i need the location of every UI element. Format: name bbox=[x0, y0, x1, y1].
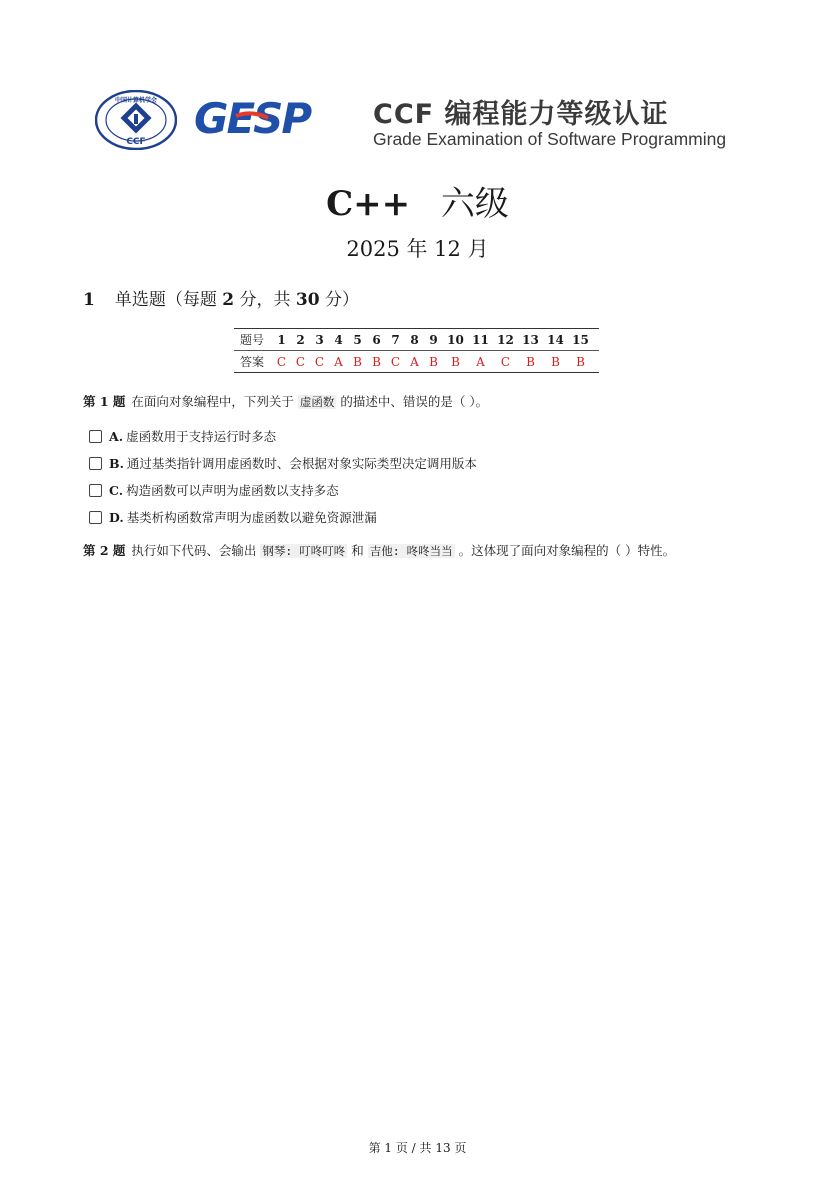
cert-subtitle: Grade Examination of Software Programming bbox=[373, 129, 727, 149]
option-c-letter: C. bbox=[109, 482, 124, 498]
exam-level: 六级 bbox=[440, 184, 509, 224]
page-footer: 第 1 页 / 共 13 页 bbox=[368, 1141, 467, 1155]
question-number-cell: 10 bbox=[443, 329, 468, 351]
exam-header bbox=[95, 90, 745, 152]
option-b-checkbox[interactable] bbox=[89, 457, 102, 470]
question-1-label: 第 1 题 bbox=[83, 394, 126, 409]
question-number-cell: 8 bbox=[405, 329, 424, 351]
question-2-label: 第 2 题 bbox=[83, 543, 126, 558]
answer-cell: C bbox=[276, 354, 287, 369]
section-heading bbox=[83, 285, 359, 310]
exam-date: 2025 年 12 月 bbox=[346, 237, 489, 261]
question-1-option-b[interactable] bbox=[89, 454, 477, 472]
question-1-option-c[interactable] bbox=[89, 481, 339, 499]
question-2-code-1: 钢琴: 叮咚叮咚 bbox=[262, 544, 346, 558]
option-c-checkbox[interactable] bbox=[89, 484, 102, 497]
option-b-letter: B. bbox=[109, 455, 124, 471]
section-end: 分） bbox=[324, 290, 359, 310]
answer-table-answer-label: 答案 bbox=[240, 355, 265, 369]
question-1-option-a[interactable] bbox=[89, 427, 276, 445]
question-number-cell: 2 bbox=[291, 329, 310, 351]
answer-cell: A bbox=[410, 354, 419, 369]
question-number-cell: 14 bbox=[543, 329, 568, 351]
question-1-option-d[interactable] bbox=[89, 508, 377, 526]
answer-cell: C bbox=[295, 354, 306, 369]
question-number-cell: 3 bbox=[310, 329, 329, 351]
section-number: 1 bbox=[83, 290, 95, 310]
question-number-cell: 15 bbox=[568, 329, 599, 351]
answer-cell: B bbox=[526, 354, 535, 369]
question-1-stem bbox=[83, 392, 488, 410]
answer-cell: A bbox=[476, 354, 485, 369]
option-c-text: 构造函数可以声明为虚函数以支持多态 bbox=[126, 483, 339, 498]
question-1-text-after: 的描述中、错误的是（ ）。 bbox=[340, 394, 489, 409]
ccf-logo bbox=[95, 90, 177, 150]
answer-table-header-label: 题号 bbox=[234, 329, 272, 351]
option-a-letter: A. bbox=[109, 428, 124, 444]
answer-table-answer-row bbox=[234, 351, 599, 373]
answer-cell: B bbox=[429, 354, 438, 369]
section-name: 单选题（每题 bbox=[114, 290, 217, 310]
answer-cell: C bbox=[500, 354, 511, 369]
question-number-cell: 6 bbox=[367, 329, 386, 351]
question-number-cell: 7 bbox=[386, 329, 405, 351]
exam-title bbox=[0, 176, 835, 225]
ccf-logo-text: CCF bbox=[126, 137, 146, 147]
cert-title: CCF 编程能力等级认证 bbox=[373, 99, 669, 130]
gesp-logo-text: GESP bbox=[194, 96, 311, 140]
option-a-checkbox[interactable] bbox=[89, 430, 102, 443]
question-number-cell: 11 bbox=[468, 329, 493, 351]
question-number-cell: 9 bbox=[424, 329, 443, 351]
answer-cell: B bbox=[372, 354, 381, 369]
question-number-cell: 13 bbox=[518, 329, 543, 351]
section-points: 2 bbox=[222, 290, 235, 310]
question-2-text-before: 执行如下代码、会输出 bbox=[131, 543, 257, 558]
answer-cell: B bbox=[551, 354, 560, 369]
answer-cell: C bbox=[314, 354, 325, 369]
question-2-text-after: 。这体现了面向对象编程的（ ）特性。 bbox=[458, 543, 676, 558]
question-1-text-before: 在面向对象编程中，下列关于 bbox=[131, 394, 294, 409]
answer-cell: A bbox=[334, 354, 343, 369]
gesp-logo bbox=[192, 96, 344, 140]
section-total: 30 bbox=[295, 290, 320, 310]
exam-language: C++ bbox=[326, 184, 411, 224]
answer-cell: C bbox=[390, 354, 401, 369]
question-2-mid: 和 bbox=[351, 543, 364, 558]
question-number-cell: 4 bbox=[329, 329, 348, 351]
ccf-logo-ring-text: 中国计算机学会 bbox=[114, 97, 158, 104]
option-d-letter: D. bbox=[109, 509, 124, 525]
question-number-cell: 5 bbox=[348, 329, 367, 351]
question-number-cell: 1 bbox=[272, 329, 291, 351]
question-number-cell: 12 bbox=[493, 329, 518, 351]
question-1-code: 虚函数 bbox=[299, 395, 335, 409]
question-2-stem bbox=[83, 541, 675, 559]
question-2-code-2: 吉他: 咚咚当当 bbox=[369, 544, 453, 558]
option-a-text: 虚函数用于支持运行时多态 bbox=[126, 429, 277, 444]
option-b-text: 通过基类指针调用虚函数时、会根据对象实际类型决定调用版本 bbox=[126, 456, 477, 471]
option-d-checkbox[interactable] bbox=[89, 511, 102, 524]
answer-table-number-row bbox=[234, 329, 599, 351]
answer-table bbox=[234, 328, 599, 373]
answer-cell: B bbox=[451, 354, 460, 369]
answer-cell: B bbox=[353, 354, 362, 369]
answer-cell: B bbox=[576, 354, 585, 369]
option-d-text: 基类析构函数常声明为虚函数以避免资源泄漏 bbox=[126, 510, 377, 525]
section-mid: 分，共 bbox=[239, 290, 291, 310]
